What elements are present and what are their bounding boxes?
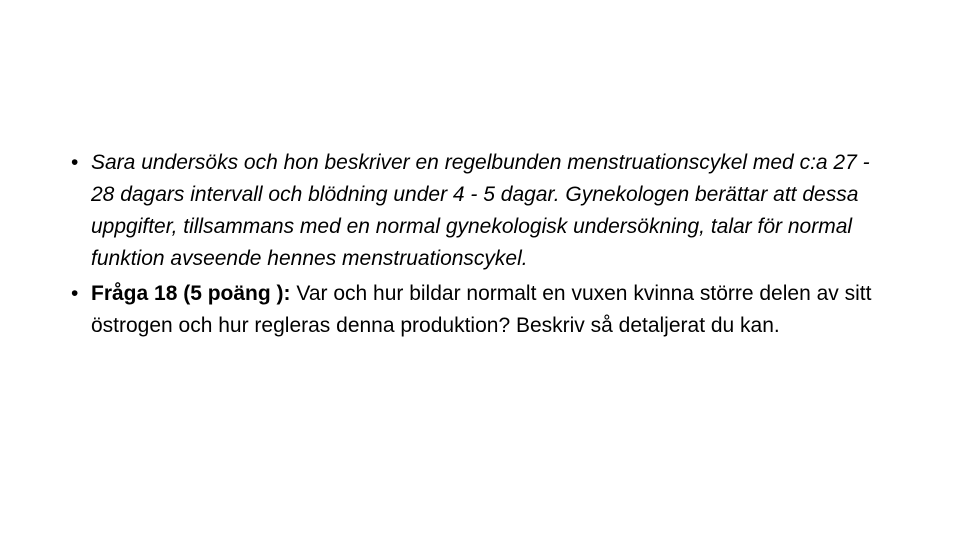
bullet-marker: • — [71, 151, 79, 174]
bullet-marker: • — [71, 282, 79, 305]
case-description-text: Sara undersöks och hon beskriver en regelbunden menstruationscykel med c:a 27 - 28 dagars intervall och blödning under 4 - 5 dagar. Gynekologen berättar att dessa uppgifter, tillsammans med en normal gynekologisk undersökning, talar för normal funktion avseende hennes menstruationscykel. — [91, 151, 870, 270]
question-text: Var och hur bildar normalt en vuxen kvinna större delen av sitt östrogen och hur regleras denna produktion? Beskriv så detaljerat du kan. — [91, 282, 872, 337]
bullet-question — [70, 278, 890, 342]
question-label: Fråga 18 (5 poäng ): — [91, 282, 291, 305]
bullet-list — [70, 147, 890, 345]
bullet-case-description — [70, 147, 890, 275]
